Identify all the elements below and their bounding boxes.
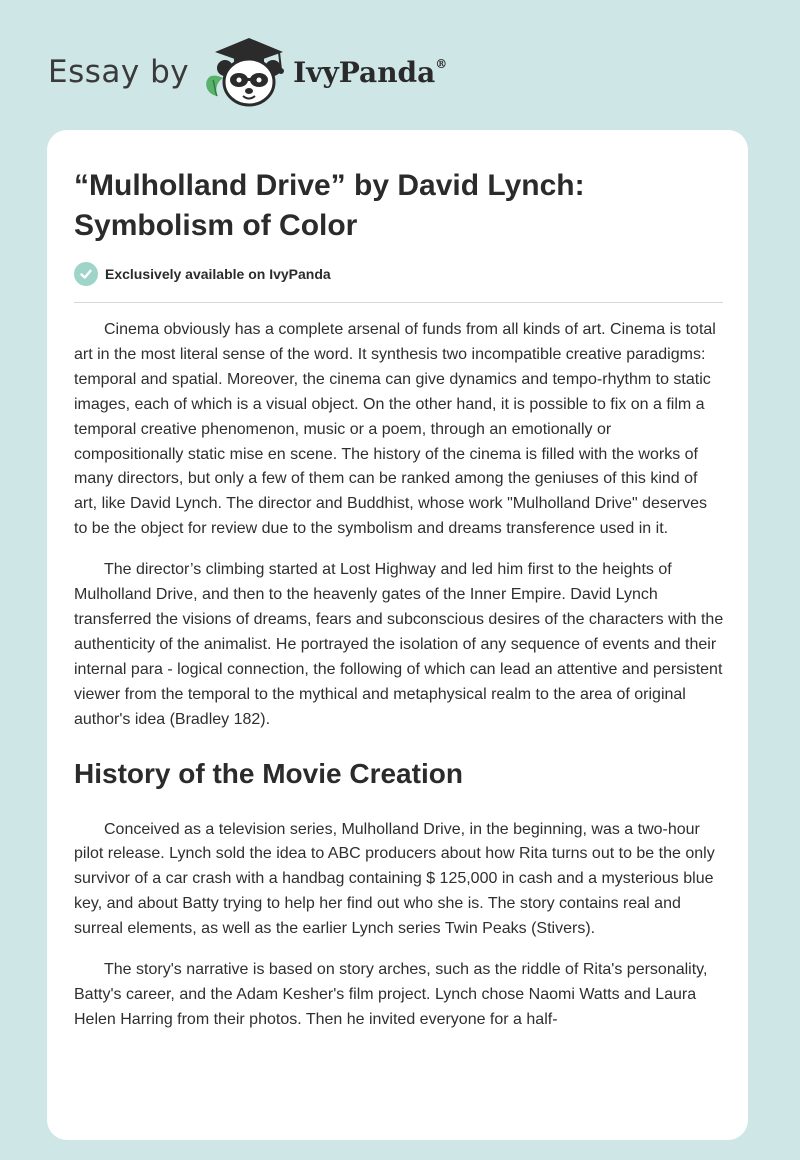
essay-body xyxy=(74,318,724,1049)
site-header xyxy=(48,36,548,108)
essay-by-label: Essay by xyxy=(48,54,190,90)
panda-graduate-icon xyxy=(199,36,291,108)
paragraph: Cinema obviously has a complete arsenal of funds from all kinds of art. Cinema is total art in the most literal sense of the word. It synthesis two incompatible creative paradigms: temporal and spatial. Moreover, the cinema can give dynamics and tempo-rhythm to static images, each of which is a visual object. On the other hand, it is possible to fix on a film a temporal creative phenomenon, music or a poem, through an emotionally or compositionally static mise en scene. The history of the cinema is filled with the works of many directors, but only a few of them can be ranked among the geniuses of this kind of art, like David Lynch. The director and Buddhist, whose work "Mulholland Drive" deserves to be the object for review due to the symbolism and dreams transference used in it. xyxy=(74,321,716,538)
exclusive-label: Exclusively available on IvyPanda xyxy=(105,266,331,282)
paragraph: The story's narrative is based on story arches, such as the riddle of Rita's personality, Batty's career, and the Adam Kesher's film project. Lynch chose Naomi Watts and Laura Helen Harring from their photos. Then he invited everyone for a half- xyxy=(74,961,708,1028)
section-heading: History of the Movie Creation xyxy=(74,757,463,789)
divider xyxy=(74,302,723,303)
exclusive-badge xyxy=(74,262,331,286)
page-title: “Mulholland Drive” by David Lynch: Symbolism of Color xyxy=(74,169,585,242)
essay-card xyxy=(47,130,748,1140)
paragraph: Conceived as a television series, Mulholland Drive, in the beginning, was a two-hour pilot release. Lynch sold the idea to ABC producers about how Rita turns out to be the only survivor of a car crash with a handbag containing $ 125,000 in cash and a mysterious blue key, and about Batty trying to help her find out who she is. The story contains real and surreal elements, as well as the earlier Lynch series Twin Peaks (Stivers). xyxy=(74,820,715,938)
registered-mark: ® xyxy=(435,56,448,71)
brand-name[interactable]: IvyPanda® xyxy=(293,55,448,89)
paragraph: The director’s climbing started at Lost Highway and led him first to the heights of Mulholland Drive, and then to the heavenly gates of the Inner Empire. David Lynch transferred the visions of dreams, fears and subconscious desires of the characters with the authenticity of the animalist. He portrayed the isolation of any sequence of events and their internal para - logical connection, the following of which can lead an attentive and persistent viewer from the temporal to the mythical and metaphysical realm to the area of original author's idea (Bradley 182). xyxy=(74,561,724,728)
check-circle-icon xyxy=(74,262,98,286)
